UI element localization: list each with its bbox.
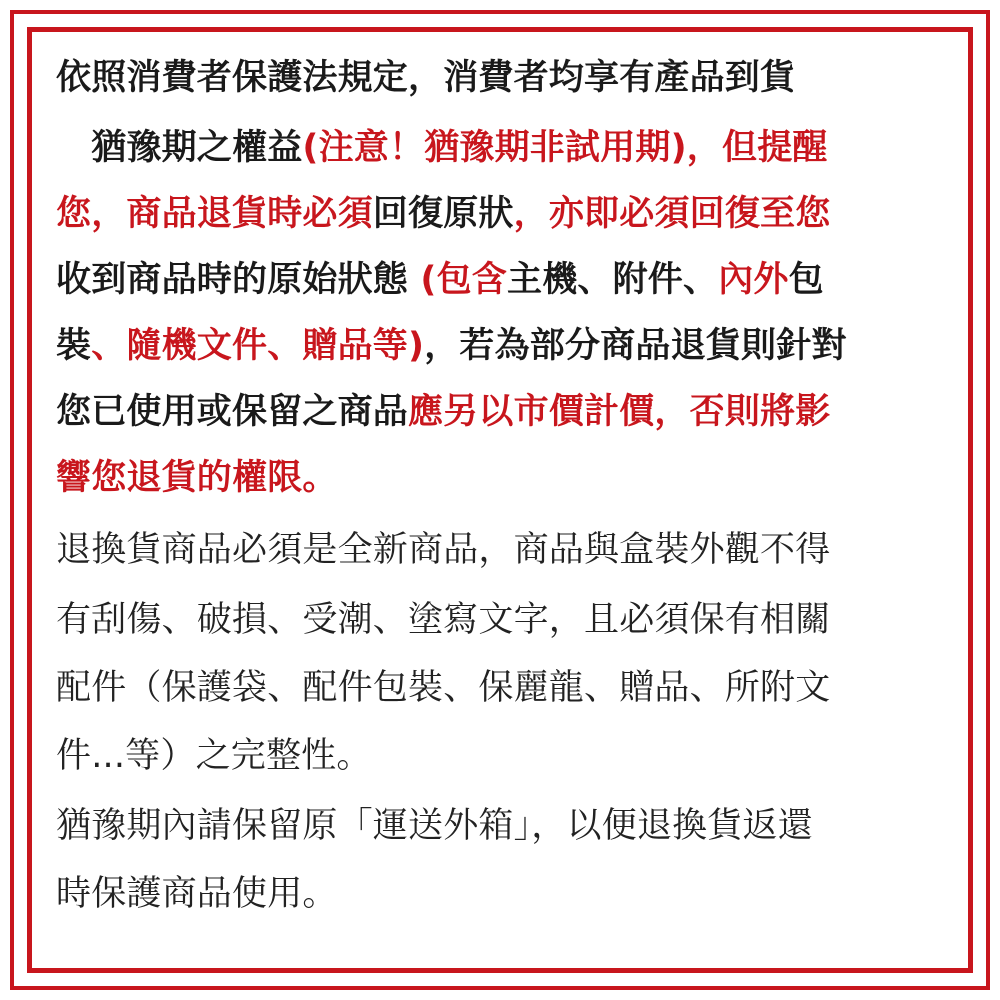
policy-line-6 — [56, 392, 830, 432]
policy-text: 依照消費者保護法規定，消費者均享有產品到貨 — [56, 58, 796, 98]
exchange-line-3: 配件（保護袋、配件包裝、保麗龍、贈品、所附文 — [56, 668, 831, 708]
policy-text: ，若為部分商品退貨則針對 — [424, 326, 847, 366]
exchange-line-1: 退換貨商品必須是全新商品，商品與盒裝外觀不得 — [56, 530, 831, 570]
policy-line-3 — [56, 194, 830, 234]
exchange-line-4: 件...等）之完整性。 — [56, 736, 372, 776]
policy-highlight: (包含 — [420, 260, 507, 300]
policy-text: 包 — [788, 260, 824, 300]
policy-text: 回復原狀 — [372, 194, 514, 234]
policy-highlight: ，亦即必須回復至您 — [513, 194, 831, 234]
policy-highlight: 應另以市價計價，否則將影 — [408, 392, 831, 432]
exchange-line-6: 時保護商品使用。 — [56, 874, 338, 914]
policy-text: 主機、附件、 — [507, 260, 719, 300]
policy-highlight: 響您退貨的權限。 — [56, 458, 338, 498]
policy-text: 收到商品時的原始狀態 — [56, 260, 421, 300]
policy-text: 猶豫期之權益 — [56, 128, 303, 168]
exchange-line-5: 猶豫期內請保留原「運送外箱」，以便退換貨返還 — [56, 806, 813, 846]
policy-line-5 — [56, 326, 847, 366]
policy-line-1 — [56, 58, 795, 98]
policy-highlight: (注意！猶豫期非試用期)，但提醒 — [302, 128, 828, 168]
policy-text: 您已使用或保留之商品 — [56, 392, 409, 432]
policy-highlight: 、隨機文件、贈品等) — [91, 326, 425, 366]
policy-line-7 — [56, 458, 338, 498]
policy-highlight: 您，商品退貨時必須 — [56, 194, 373, 234]
policy-highlight: 內外 — [718, 260, 789, 300]
policy-line-4 — [56, 260, 824, 300]
exchange-line-2: 有刮傷、破損、受潮、塗寫文字，且必須保有相關 — [56, 600, 831, 640]
policy-line-2 — [56, 128, 828, 168]
policy-text: 裝 — [56, 326, 92, 366]
